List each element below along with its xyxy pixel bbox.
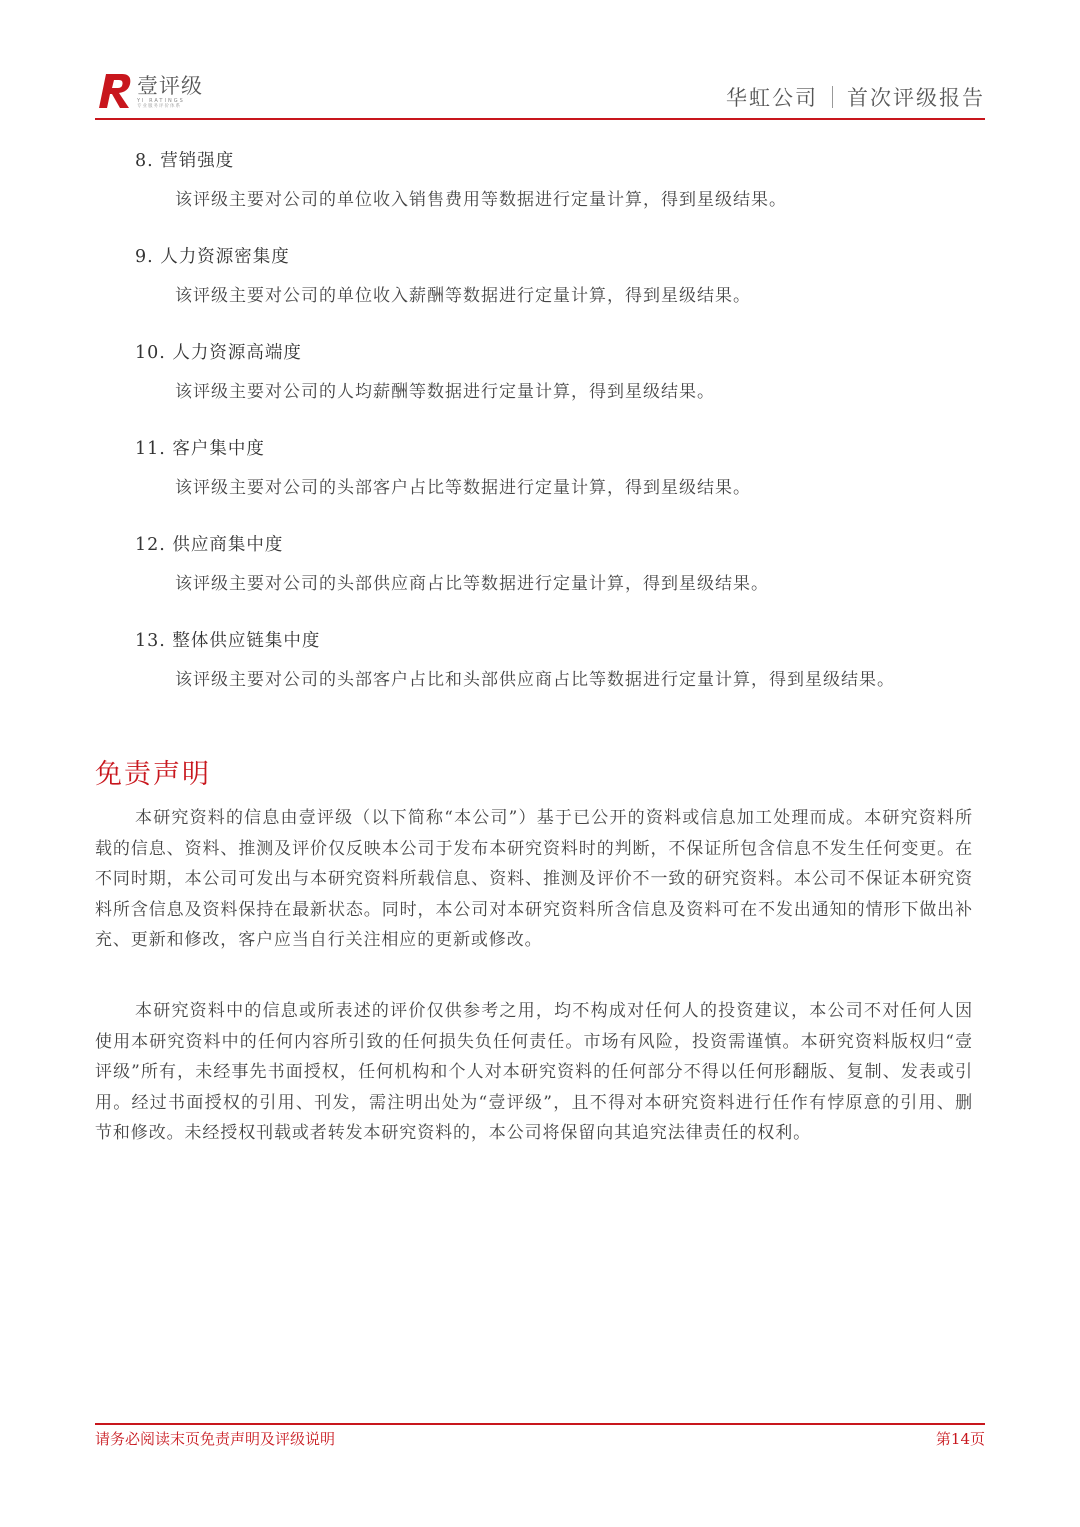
logo-name: 壹评级	[137, 74, 203, 98]
disclaimer-paragraph: 本研究资料中的信息或所表述的评价仅供参考之用，均不构成对任何人的投资建议，本公司不对任何人因使用本研究资料中的任何内容所引致的任何损失负任何责任。市场有风险，投资需谨慎。本研究资料版权归“壹评级”所有，未经事先书面授权，任何机构和个人对本研究资料的任何部分不得以任何形翻版、复制、发表或引用。经过书面授权的引用、刊发，需注明出处为“壹评级”，且不得对本研究资料进行任作有悖原意的引用、删节和修改。未经授权刊载或者转发本研究资料的，本公司将保留向其追究法律责任的权利。	[95, 1001, 973, 1143]
metric-title: 10. 人力资源高端度	[135, 343, 302, 363]
metric-item	[135, 146, 985, 242]
header-title	[726, 82, 985, 112]
header-divider	[832, 86, 833, 108]
page-number: 第14页	[935, 1430, 985, 1448]
metric-list	[135, 146, 985, 722]
metric-item	[135, 338, 985, 434]
metric-description: 该评级主要对公司的头部供应商占比等数据进行定量计算，得到星级结果。	[175, 574, 769, 594]
metric-description: 该评级主要对公司的单位收入销售费用等数据进行定量计算，得到星级结果。	[175, 190, 787, 210]
logo	[95, 68, 203, 110]
footer-notice: 请务必阅读末页免责声明及评级说明	[95, 1430, 336, 1448]
metric-item	[135, 530, 985, 626]
metric-item	[135, 434, 985, 530]
metric-title: 13. 整体供应链集中度	[135, 631, 321, 651]
metric-item	[135, 626, 985, 722]
logo-r-icon	[95, 70, 135, 110]
disclaimer-heading: 免责声明	[95, 759, 211, 790]
metric-item	[135, 242, 985, 338]
metric-description: 该评级主要对公司的人均薪酬等数据进行定量计算，得到星级结果。	[175, 382, 715, 402]
company-name: 华虹公司	[726, 86, 818, 110]
metric-description: 该评级主要对公司的头部客户占比等数据进行定量计算，得到星级结果。	[175, 478, 751, 498]
metric-description: 该评级主要对公司的头部客户占比和头部供应商占比等数据进行定量计算，得到星级结果。	[175, 670, 895, 690]
logo-tagline: 专业服务评价体系	[137, 104, 181, 109]
logo-subtitle: YI RATINGS	[137, 98, 185, 104]
header-rule	[95, 118, 985, 120]
metric-description: 该评级主要对公司的单位收入薪酬等数据进行定量计算，得到星级结果。	[175, 286, 751, 306]
metric-title: 11. 客户集中度	[135, 439, 265, 459]
disclaimer-paragraph: 本研究资料的信息由壹评级（以下简称“本公司”）基于已公开的资料或信息加工处理而成。本研究资料所载的信息、资料、推测及评价仅反映本公司于发布本研究资料时的判断，不保证所包含信息不发生任何变更。在不同时期，本公司可发出与本研究资料所载信息、资料、推测及评价不一致的研究资料。本公司不保证本研究资料所含信息及资料保持在最新状态。同时，本公司对本研究资料所含信息及资料可在不发出通知的情形下做出补充、更新和修改，客户应当自行关注相应的更新或修改。	[95, 808, 973, 950]
metric-title: 12. 供应商集中度	[135, 535, 284, 555]
footer-rule	[95, 1423, 985, 1425]
metric-title: 8. 营销强度	[135, 151, 235, 171]
metric-title: 9. 人力资源密集度	[135, 247, 290, 267]
report-type: 首次评级报告	[847, 86, 985, 110]
page-header	[95, 60, 985, 118]
